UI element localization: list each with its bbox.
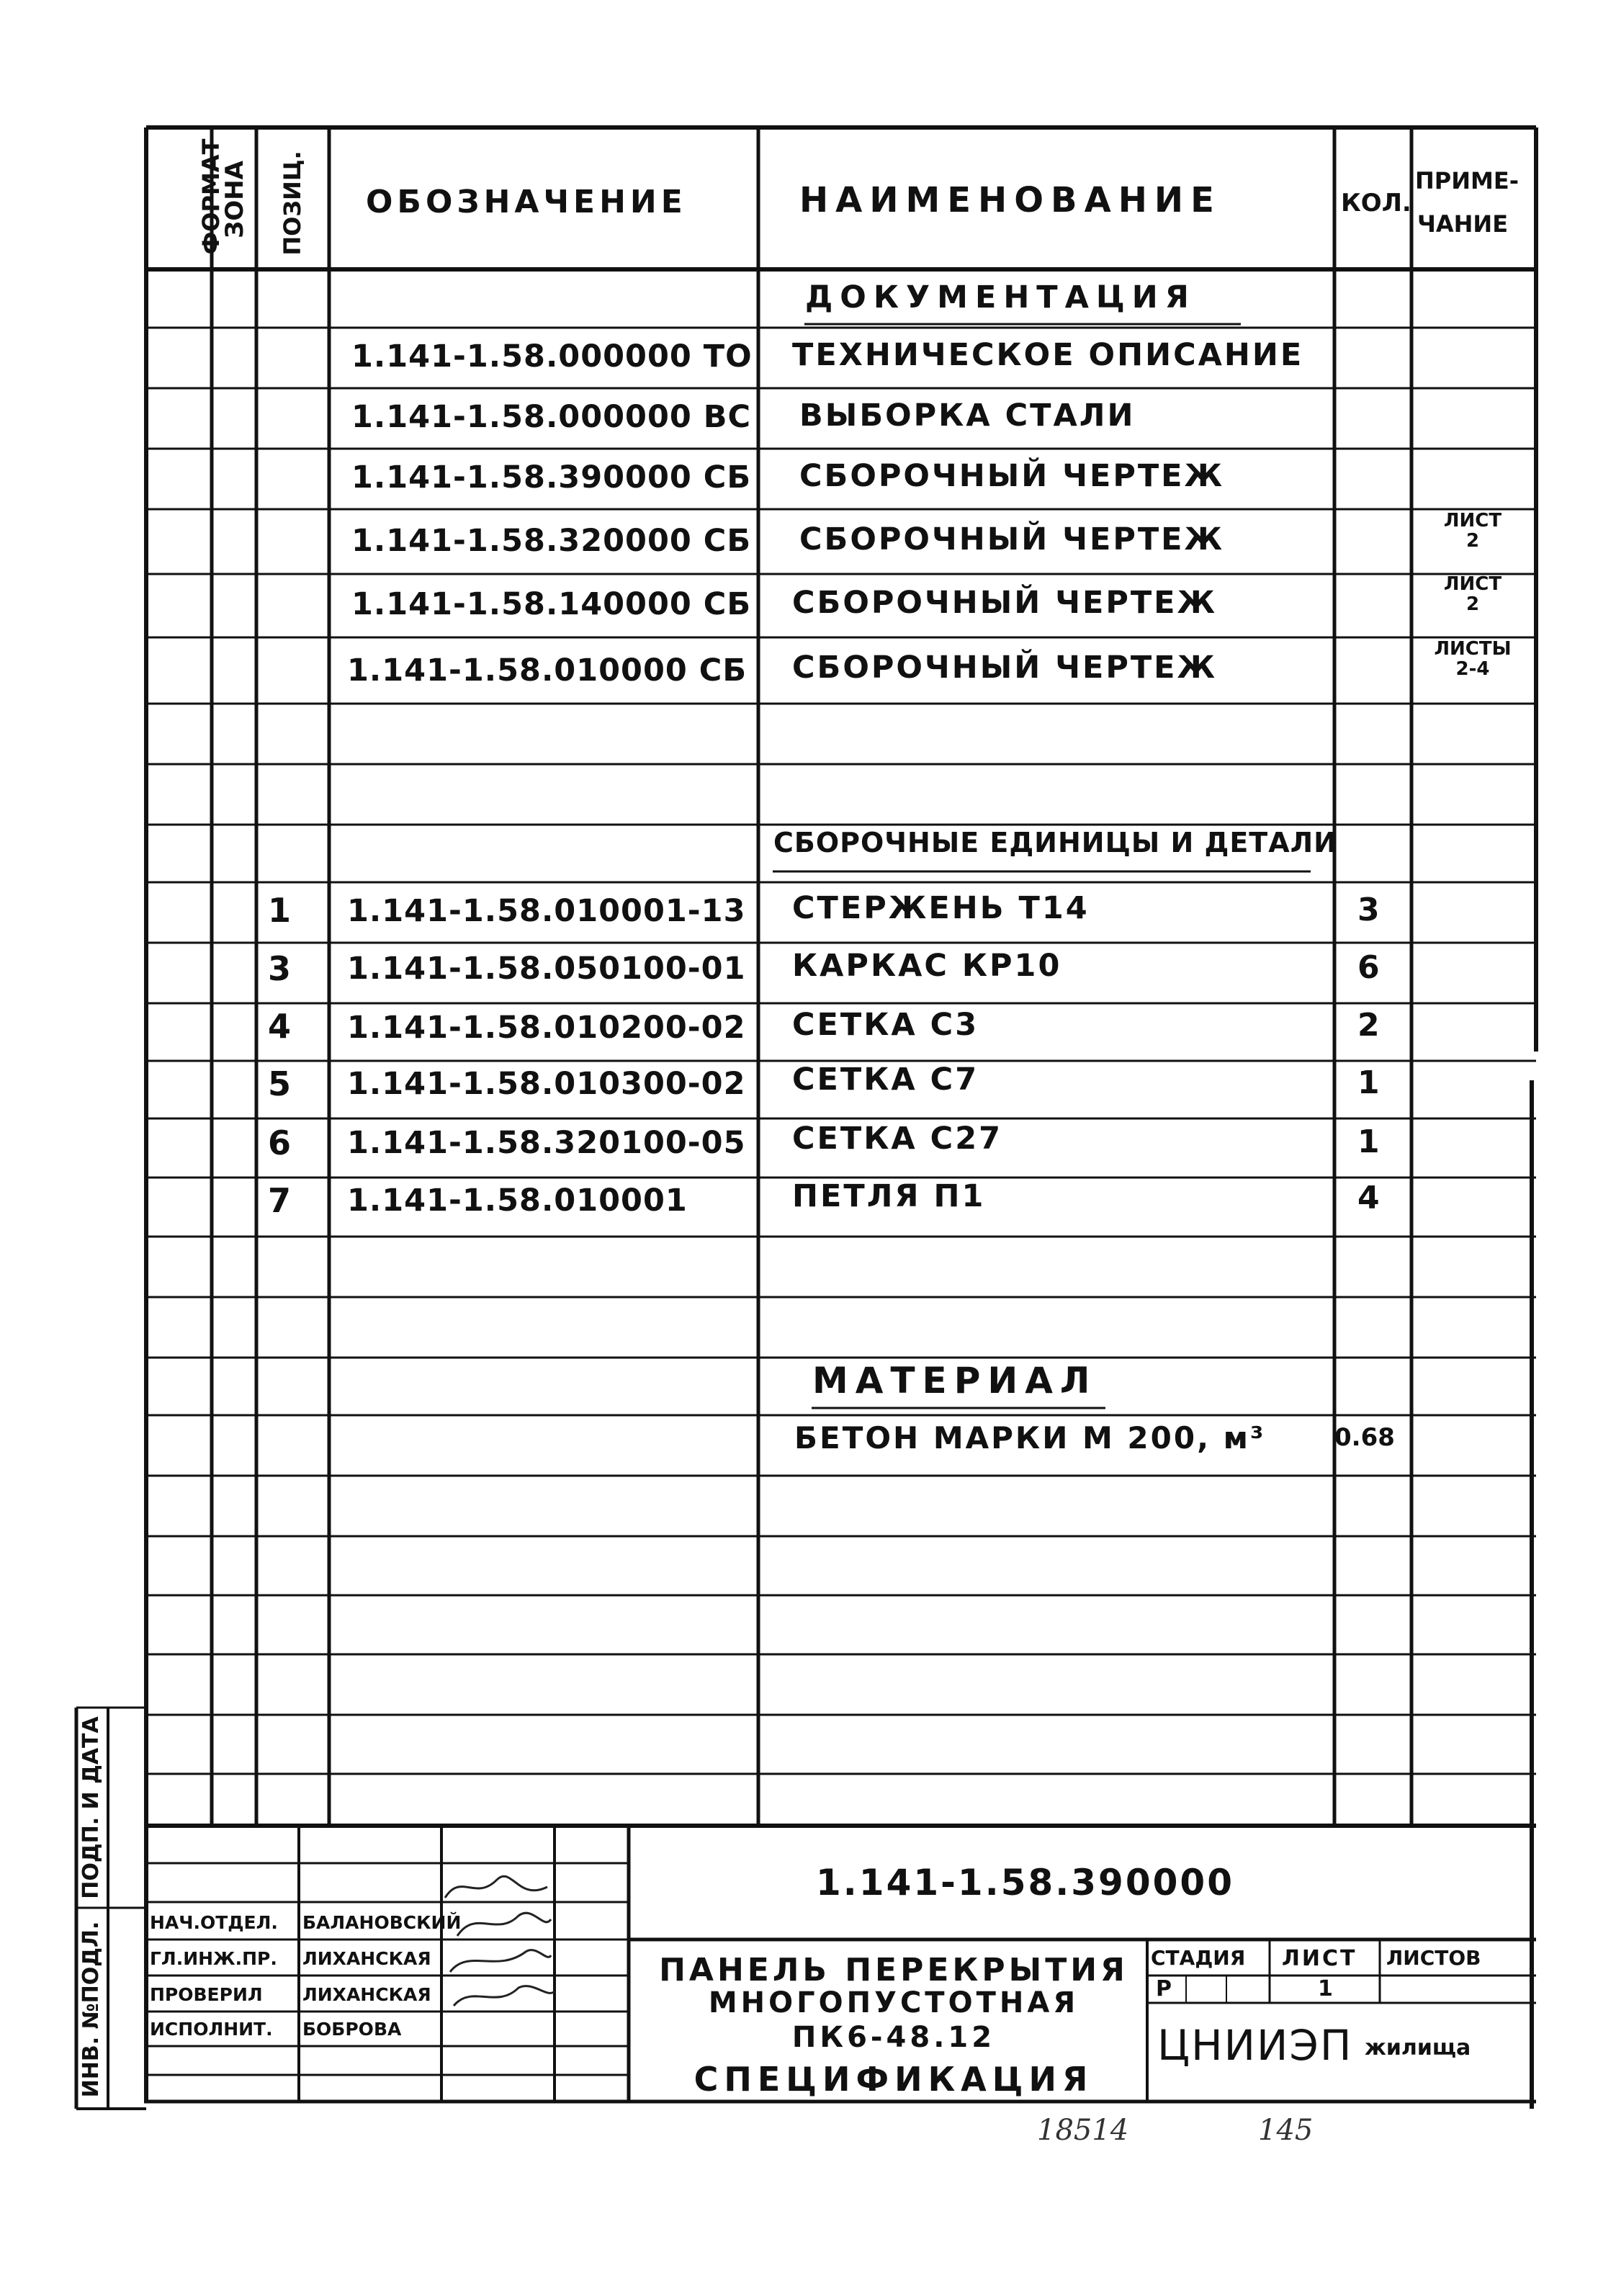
part-qty: 2 [1357, 1007, 1380, 1044]
signature-3 [450, 1950, 551, 1972]
staff-name: БОБРОВА [302, 2019, 402, 2040]
part-position: 7 [268, 1181, 292, 1220]
document-note-1: ЛИСТЫ [1434, 638, 1512, 660]
footer-mark-left: 18514 [1037, 2114, 1129, 2147]
part-qty: 4 [1357, 1180, 1380, 1216]
part-position: 1 [268, 891, 292, 930]
part-name: СЕТКА С27 [792, 1121, 1003, 1157]
title-line-3: ПК6-48.12 [791, 2021, 996, 2054]
part-designation: 1.141-1.58.010001-13 [347, 893, 746, 929]
part-position: 3 [268, 949, 292, 988]
document-name: СБОРОЧНЫЙ ЧЕРТЕЖ [792, 585, 1218, 621]
title-line-4: СПЕЦИФИКАЦИЯ [693, 2060, 1094, 2099]
side-stamp-sign-date: ПОДП. И ДАТА [78, 1716, 104, 1899]
section-assemblies: СБОРОЧНЫЕ ЕДИНИЦЫ И ДЕТАЛИ [773, 827, 1337, 858]
staff-role: ПРОВЕРИЛ [150, 1984, 263, 2005]
document-name: ТЕХНИЧЕСКОЕ ОПИСАНИЕ [792, 337, 1304, 373]
sheet-value: 1 [1318, 1976, 1333, 2001]
sheets-label: ЛИСТОВ [1386, 1946, 1481, 1970]
document-name: СБОРОЧНЫЙ ЧЕРТЕЖ [792, 650, 1218, 686]
header-designation: ОБОЗНАЧЕНИЕ [366, 184, 687, 220]
section-material: МАТЕРИАЛ [812, 1360, 1097, 1402]
staff-role: НАЧ.ОТДЕЛ. [150, 1912, 278, 1933]
footer-mark-right: 145 [1258, 2114, 1314, 2147]
staff-name: ЛИХАНСКАЯ [302, 1948, 431, 1969]
staff-name: БАЛАНОВСКИЙ [302, 1912, 462, 1933]
title-line-2: МНОГОПУСТОТНАЯ [708, 1986, 1079, 2019]
document-name: СБОРОЧНЫЙ ЧЕРТЕЖ [799, 521, 1225, 557]
header-qty: КОЛ. [1341, 189, 1411, 218]
material-name: БЕТОН МАРКИ М 200, м³ [794, 1420, 1266, 1456]
signature-4 [454, 1986, 555, 2006]
part-designation: 1.141-1.58.010300-02 [347, 1066, 746, 1102]
part-designation: 1.141-1.58.050100-01 [347, 951, 746, 987]
part-name: ПЕТЛЯ П1 [792, 1178, 986, 1214]
header-position: ПОЗИЦ. [279, 151, 306, 256]
document-designation: 1.141-1.58.140000 СБ [351, 586, 752, 622]
stage-label: СТАДИЯ [1151, 1946, 1246, 1970]
part-designation: 1.141-1.58.010001 [347, 1183, 688, 1219]
staff-name: ЛИХАНСКАЯ [302, 1984, 431, 2005]
header-note-line1: ПРИМЕ- [1415, 167, 1519, 194]
document-designation: 1.141-1.58.010000 СБ [347, 653, 748, 689]
stage-value: Р [1156, 1976, 1172, 2001]
title-line-1: ПАНЕЛЬ ПЕРЕКРЫТИЯ [659, 1952, 1128, 1988]
sheet-label: ЛИСТ [1282, 1946, 1357, 1971]
document-name: ВЫБОРКА СТАЛИ [799, 398, 1136, 434]
document-code: 1.141-1.58.390000 [816, 1862, 1235, 1903]
header-name: НАИМЕНОВАНИЕ [799, 180, 1221, 220]
side-stamp-inv-no: ИНВ. №ПОДЛ. [78, 1921, 104, 2098]
part-position: 5 [268, 1064, 292, 1103]
header-note-line2: ЧАНИЕ [1417, 210, 1509, 238]
material-qty: 0.68 [1334, 1423, 1395, 1452]
part-designation: 1.141-1.58.010200-02 [347, 1010, 746, 1046]
organization-sub: жилища [1365, 2035, 1471, 2060]
part-qty: 6 [1357, 949, 1380, 986]
part-qty: 1 [1357, 1064, 1380, 1101]
document-designation: 1.141-1.58.320000 СБ [351, 523, 752, 559]
document-note-1: ЛИСТ [1443, 573, 1502, 595]
part-designation: 1.141-1.58.320100-05 [347, 1125, 746, 1161]
part-qty: 1 [1357, 1124, 1380, 1160]
document-note-1: ЛИСТ [1443, 510, 1502, 532]
part-qty: 3 [1357, 892, 1380, 928]
signature-1 [445, 1876, 547, 1898]
document-note-2: 2 [1465, 530, 1480, 552]
part-name: СТЕРЖЕНЬ Т14 [792, 890, 1090, 926]
document-designation: 1.141-1.58.000000 ВС [351, 399, 752, 435]
header-format: ФОРМАТ [197, 138, 225, 255]
document-designation: 1.141-1.58.000000 ТО [351, 338, 753, 375]
document-designation: 1.141-1.58.390000 СБ [351, 459, 752, 495]
part-name: СЕТКА С3 [792, 1007, 979, 1043]
staff-role: ГЛ.ИНЖ.ПР. [150, 1948, 277, 1969]
part-name: КАРКАС КР10 [792, 948, 1062, 984]
part-position: 6 [268, 1124, 292, 1162]
section-documentation: ДОКУМЕНТАЦИЯ [805, 279, 1196, 315]
staff-role: ИСПОЛНИТ. [150, 2019, 273, 2040]
organization-main: ЦНИИЭП [1157, 2021, 1353, 2070]
document-note-2: 2 [1465, 593, 1480, 615]
signature-2 [457, 1913, 551, 1936]
header-zone: ЗОНА [220, 161, 249, 238]
part-position: 4 [268, 1007, 292, 1046]
document-name: СБОРОЧНЫЙ ЧЕРТЕЖ [799, 458, 1225, 494]
document-note-2: 2-4 [1455, 658, 1490, 680]
part-name: СЕТКА С7 [792, 1062, 979, 1098]
